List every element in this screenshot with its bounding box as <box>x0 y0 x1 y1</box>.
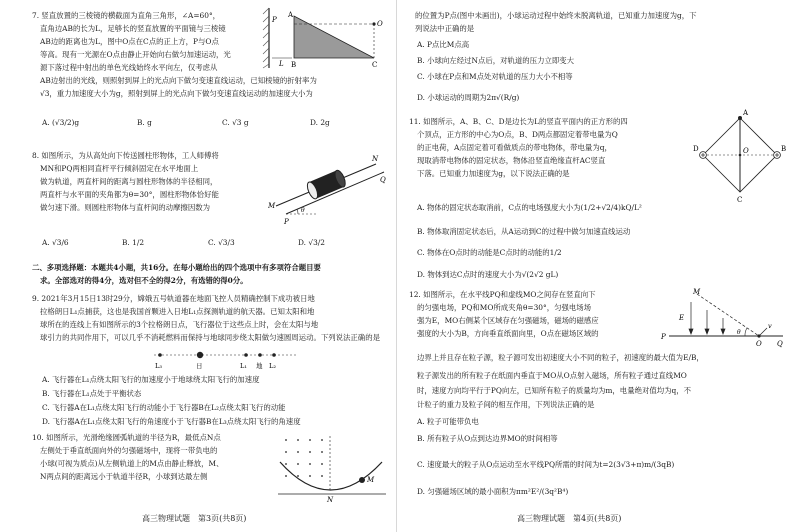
q9-option-d: D. 飞行器A在L₁点绕太阳飞行的角速度小于飞行器B在L₃点绕太阳飞行的角速度 <box>42 417 301 426</box>
q9-label-l1: L₁ <box>240 362 247 370</box>
q7-label-c: C <box>372 61 378 69</box>
q11-line: 11. 如图所示，A、B、C、D是边长为L的竖直平面内的正方形的四 <box>409 117 628 126</box>
section2-line: 二、多项选择题：本题共4小题，共16分。在每小题给出的四个选项中有多项符合题目要 <box>32 263 321 272</box>
q8-option-c: C. √3/3 <box>208 238 235 247</box>
q7-label-a: A <box>288 11 294 19</box>
q11-label-b: B <box>781 145 787 153</box>
q11-option-d: D. 物体到达C点时的速度大小为√(2√2 gL) <box>417 270 559 279</box>
q10-line: 10. 如图所示，光滑绝缘圆弧轨道的半径为R，最低点N点 <box>32 433 221 442</box>
q7-line: √3，重力加速度大小为g，照射到屏上的光点向下做匀变速直线运动的加速度大小为 <box>40 89 313 98</box>
q8-line: 两直杆与水平面的夹角都为θ=30°，圆柱形物体恰好能 <box>40 190 219 199</box>
q11-label-o: O <box>743 147 749 155</box>
q11-label-d: D <box>693 145 699 153</box>
q9-lagrange-figure <box>150 345 300 371</box>
q12-line: 时，速度方向均平行于PQ向左，已知所有粒子的质量均为m，电量绝对值均为q，不 <box>417 386 692 395</box>
q10-line: 小球(可视为质点)从左侧轨道上的M点由静止释放，M、 <box>40 459 224 468</box>
q7-label-p: P <box>272 16 277 24</box>
q8-line: 做为轨道，两直杆间的距离与圆柱形物体的半径相同， <box>40 177 218 186</box>
q10-option-d: D. 小球运动的周期为2π√(R/g) <box>417 93 520 102</box>
q7-line: 源下落过程中射出的单色光线始终水平向左，仅考虑从 <box>40 63 218 72</box>
q11-label-a: A <box>743 109 749 117</box>
q8-option-d: D. √3/2 <box>298 238 325 247</box>
right-page <box>397 0 794 532</box>
q9-line: 拉格朗日L₁点捕获，这也是我国首颗进入日地L₁点探测轨道的航天器。已知太阳和地 <box>40 307 315 316</box>
q7-label-b: B <box>291 61 297 69</box>
q7-prism-figure <box>262 6 387 70</box>
q10-label-m: M <box>367 476 375 484</box>
q7-option-b: B. g <box>137 118 152 127</box>
q10-cont-line: 的位置为P点(图中未画出)，小球运动过程中始终未脱离轨道，已知重力加速度为g，下 <box>415 11 697 20</box>
q11-line: 个顶点，正方形的中心为O点，B、D两点都固定着带电量为Q <box>417 130 618 139</box>
q11-option-c: C. 物体在O点时的动能是C点时的动能的1/2 <box>417 248 562 257</box>
q12-line: 强为E，MO右侧某个区域存在匀强磁场，磁场的磁感应 <box>417 316 599 325</box>
q8-label-p: P <box>284 218 289 226</box>
q12-line: 强度的大小为B，方向垂直纸面向里，O点在磁场区域的 <box>417 329 599 338</box>
q8-option-a: A. √3/6 <box>42 238 69 247</box>
q10-option-b: B. 小球向左经过N点后，对轨道的压力立即变大 <box>417 56 575 65</box>
q8-label-q: Q <box>380 176 386 184</box>
right-page-footer: 高三物理试题 第4页(共8页) <box>517 514 622 523</box>
q12-label-o: O <box>756 340 762 348</box>
q12-option-a: A. 粒子可能带负电 <box>417 417 479 426</box>
q7-option-c: C. √3 g <box>222 118 249 127</box>
q12-field-figure <box>659 288 787 352</box>
q9-option-a: A. 飞行器在L₁点绕太阳飞行的加速度小于地球绕太阳飞行的加速度 <box>42 375 260 384</box>
q10-line: N两点间的距离远小于轨道半径R，小球到达最左侧 <box>40 472 208 481</box>
q11-option-a: A. 物体的固定状态取消前，C点的电场强度大小为(1/2+√2/4)kQ/L² <box>417 203 642 212</box>
q7-option-d: D. 2g <box>310 118 330 127</box>
q8-option-b: B. 1/2 <box>122 238 145 247</box>
q9-label-earth: 地 <box>256 362 263 370</box>
q12-label-e: E <box>679 314 685 322</box>
q11-option-b: B. 物体取消固定状态后，从A运动到C的过程中做匀加速直线运动 <box>417 227 631 236</box>
q9-label-sun: 日 <box>196 362 203 370</box>
q7-line: AB边的距离也为L，图中O点在C点的正上方，P与O点 <box>40 37 219 46</box>
q11-line: 现取消带电物体的固定状态，物体沿竖直绝缘直杆AC竖直 <box>417 156 606 165</box>
q12-line: 计粒子的重力及粒子间的相互作用，下列说法正确的是 <box>417 400 595 409</box>
q10-option-a: A. P点比M点高 <box>417 40 470 49</box>
q12-label-v: v <box>768 322 772 330</box>
q7-line: 等高。现有一光源在O点由静止开始向右做匀加速运动，光 <box>40 50 231 59</box>
q10-option-c: C. 小球在P点和M点处对轨道的压力大小不相等 <box>417 72 573 81</box>
q7-label-l: L <box>279 60 284 68</box>
q12-label-m: M <box>693 288 701 296</box>
q8-line: 8. 如图所示，为从高处向下传送圆柱形物体，工人师傅将 <box>32 151 219 160</box>
q8-line: MN和PQ两相同直杆平行倾斜固定在水平地面上 <box>40 164 199 173</box>
q12-label-theta: θ <box>737 329 741 336</box>
q9-option-c: C. 飞行器A在L₁点绕太阳飞行的动能小于飞行器B在L₂点绕太阳飞行的动能 <box>42 403 286 412</box>
q10-cont-line: 列说法中正确的是 <box>415 24 475 33</box>
q12-label-q: Q <box>777 340 783 348</box>
q10-label-n: N <box>327 496 334 504</box>
left-page-footer: 高三物理试题 第3页(共8页) <box>142 514 247 523</box>
q7-option-a: A. (√3/2)g <box>42 118 80 127</box>
section2-line: 求。全部选对的得4分，选对但不全的得2分，有选错的得0分。 <box>40 276 248 285</box>
q8-label-theta: θ <box>301 207 305 214</box>
q8-label-m: M <box>268 202 276 210</box>
q12-option-c: C. 速度最大的粒子从O点运动至水平线PQ所需的时间为t=2(3√3+π)m/(3qB) <box>417 460 675 469</box>
q12-line: 边界上并且存在粒子源，粒子源可发出初速度大小不同的粒子，初速度的最大值为E/B， <box>417 353 704 362</box>
q7-line: 7. 竖直放置的三棱镜的横截面为直角三角形，∠A=60°， <box>32 11 221 20</box>
q11-square-figure <box>693 106 787 204</box>
q12-line: 12. 如图所示，在水平线PQ和虚线MO之间存在竖直向下 <box>409 290 596 299</box>
q9-line: 9. 2021年3月15日13时29分，嫦娥五号轨道器在地面飞控人员精确控制下成功被日地 <box>32 294 315 303</box>
q12-line: 粒子源发出的所有粒子在纸面内垂直于MO从O点射入磁场，所有粒子通过直线MO <box>417 371 687 380</box>
q11-line: 下落。已知重力加速度为g，以下说法正确的是 <box>417 169 570 178</box>
q11-line: 的正电荷，A点固定着可看做质点的带电物体，带电量为q， <box>417 143 612 152</box>
q9-label-l3: L₃ <box>155 362 162 370</box>
q12-line: 的匀强电场，PQ和MO所成夹角θ=30°，匀强电场场 <box>417 303 592 312</box>
q12-option-b: B. 所有粒子从O点到达边界MO的时间相等 <box>417 434 558 443</box>
q8-label-n: N <box>372 155 379 163</box>
q10-line: 左侧处于垂直纸面向外的匀强磁场中，现将一带负电的 <box>40 446 218 455</box>
q7-label-o: O <box>377 20 383 28</box>
q8-rails-figure <box>268 150 388 228</box>
q12-label-p: P <box>661 333 666 341</box>
q7-line: 直角边AB的长为L，足够长的竖直放置的平面镜与三棱镜 <box>40 24 226 33</box>
q11-label-c: C <box>737 196 743 204</box>
q9-line: 球所在的连线上有如图所示的3个拉格朗日点，飞行器位于这些点上时，会在太阳与地 <box>40 320 319 329</box>
q9-label-l2: L₂ <box>269 362 276 370</box>
q7-line: AB边射出的光线，则照射到屏上的光点向下做匀变速直线运动，已知棱镜的折射率为 <box>40 76 317 85</box>
q12-option-d: D. 匀强磁场区域的最小面积为πm²E²/(3q²B⁴) <box>417 487 569 496</box>
q8-line: 做匀速下滑。则圆柱形物体与直杆间的动摩擦因数为 <box>40 203 210 212</box>
q9-option-b: B. 飞行器在L₁点处于平衡状态 <box>42 389 142 398</box>
q10-track-figure <box>276 432 388 504</box>
q9-line: 球引力的共同作用下，可以几乎不消耗燃料而保持与地球同步绕太阳做匀速圆周运动。下列说法正确的是 <box>40 333 380 342</box>
